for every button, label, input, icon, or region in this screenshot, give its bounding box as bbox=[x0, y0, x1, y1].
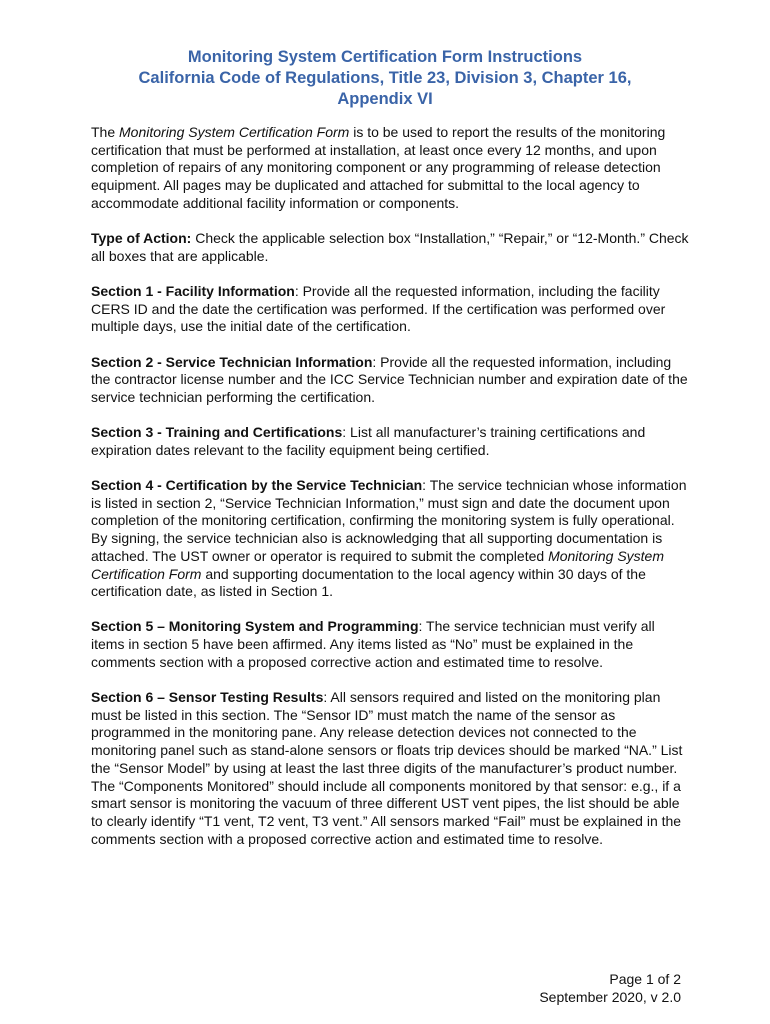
section-3-paragraph bbox=[91, 424, 691, 459]
section-1-paragraph bbox=[91, 283, 691, 336]
section-2-text: : Provide all the requested information, including the contractor license number and the ICC Service Technician number and expiration date of the service technician performing the certification. bbox=[91, 353, 688, 405]
title-line-3: Appendix VI bbox=[337, 90, 433, 108]
date-version: September 2020, v 2.0 bbox=[539, 989, 681, 1005]
section-6-text: : All sensors required and listed on the monitoring plan must be listed in this section. The “Sensor ID” must match the name of the sensor as programmed in the monitoring pane. Any release detection devices not connected to the monitoring panel such as stand-alone sensors or floats trip devices should be marked “NA.” List the “Sensor Model” by using at least the last three digits of the manufacturer’s product number. The “Components Monitored” should include all components monitored by that sensor: e.g., if a smart sensor is monitoring the vacuum of three different UST vent pipes, the list should be able to clearly identify “T1 vent, T2 vent, T3 vent.” All sensors marked “Fail” must be explained in the comments section with a proposed corrective action and estimated time to resolve. bbox=[91, 689, 683, 847]
section-5-heading: Section 5 – Monitoring System and Programming bbox=[91, 618, 419, 635]
type-of-action-heading: Type of Action: bbox=[91, 230, 192, 247]
section-6-heading: Section 6 – Sensor Testing Results bbox=[91, 689, 324, 706]
section-4-form-name: Monitoring System Certification Form bbox=[91, 547, 664, 582]
page-footer bbox=[539, 970, 681, 1006]
section-1-heading: Section 1 - Facility Information bbox=[91, 282, 295, 299]
instructions-body bbox=[91, 124, 691, 866]
section-4-text-a: : The service technician whose information is listed in section 2, “Service Technician Information,” must sign and date the document upon completion of the monitoring certification, confirming the monitoring system is fully operational. By signing, the service technician also is acknowledging that all supporting documentation is attached. The UST owner or operator is required to submit the completed bbox=[91, 477, 687, 564]
section-2-heading: Section 2 - Service Technician Information bbox=[91, 353, 373, 370]
section-3-text: : List all manufacturer’s training certifications and expiration dates relevant to the facility equipment being certified. bbox=[91, 424, 646, 458]
type-of-action-paragraph bbox=[91, 230, 691, 265]
intro-post: is to be used to report the results of the monitoring certification that must be performed at installation, at least once every 12 months, and upon completion of repairs of any monitoring component or any programming of release detection equipment. All pages may be duplicated and attached for submittal to the local agency to accommodate additional facility information or components. bbox=[91, 124, 666, 211]
section-1-text: : Provide all the requested information, including the facility CERS ID and the date the certification was performed. If the certification was performed over multiple days, use the initial date of the certification. bbox=[91, 282, 666, 335]
section-4-heading: Section 4 - Certification by the Service Technician bbox=[91, 477, 423, 494]
document-title bbox=[70, 47, 700, 110]
page-number: Page 1 of 2 bbox=[609, 971, 681, 987]
section-5-paragraph bbox=[91, 618, 691, 671]
intro-form-name: Monitoring System Certification Form bbox=[119, 124, 350, 140]
section-4-text-b: and supporting documentation to the local agency within 30 days of the certification date, as listed in Section 1. bbox=[91, 565, 646, 600]
section-2-paragraph bbox=[91, 354, 691, 407]
intro-pre: The bbox=[91, 124, 120, 140]
section-4-paragraph bbox=[91, 477, 691, 601]
title-line-2: California Code of Regulations, Title 23, Division 3, Chapter 16, bbox=[138, 69, 632, 87]
title-line-1: Monitoring System Certification Form Instructions bbox=[187, 48, 583, 66]
section-6-paragraph bbox=[91, 689, 691, 848]
section-5-text: : The service technician must verify all items in section 5 have been affirmed. Any items listed as “No” must be explained in the comments section with a proposed corrective action and estimated time to resolve. bbox=[91, 618, 655, 670]
intro-paragraph bbox=[91, 124, 691, 213]
section-3-heading: Section 3 - Training and Certifications bbox=[91, 424, 343, 441]
type-of-action-text: Check the applicable selection box “Installation,” “Repair,” or “12-Month.” Check all boxes that are applicable. bbox=[91, 230, 689, 264]
